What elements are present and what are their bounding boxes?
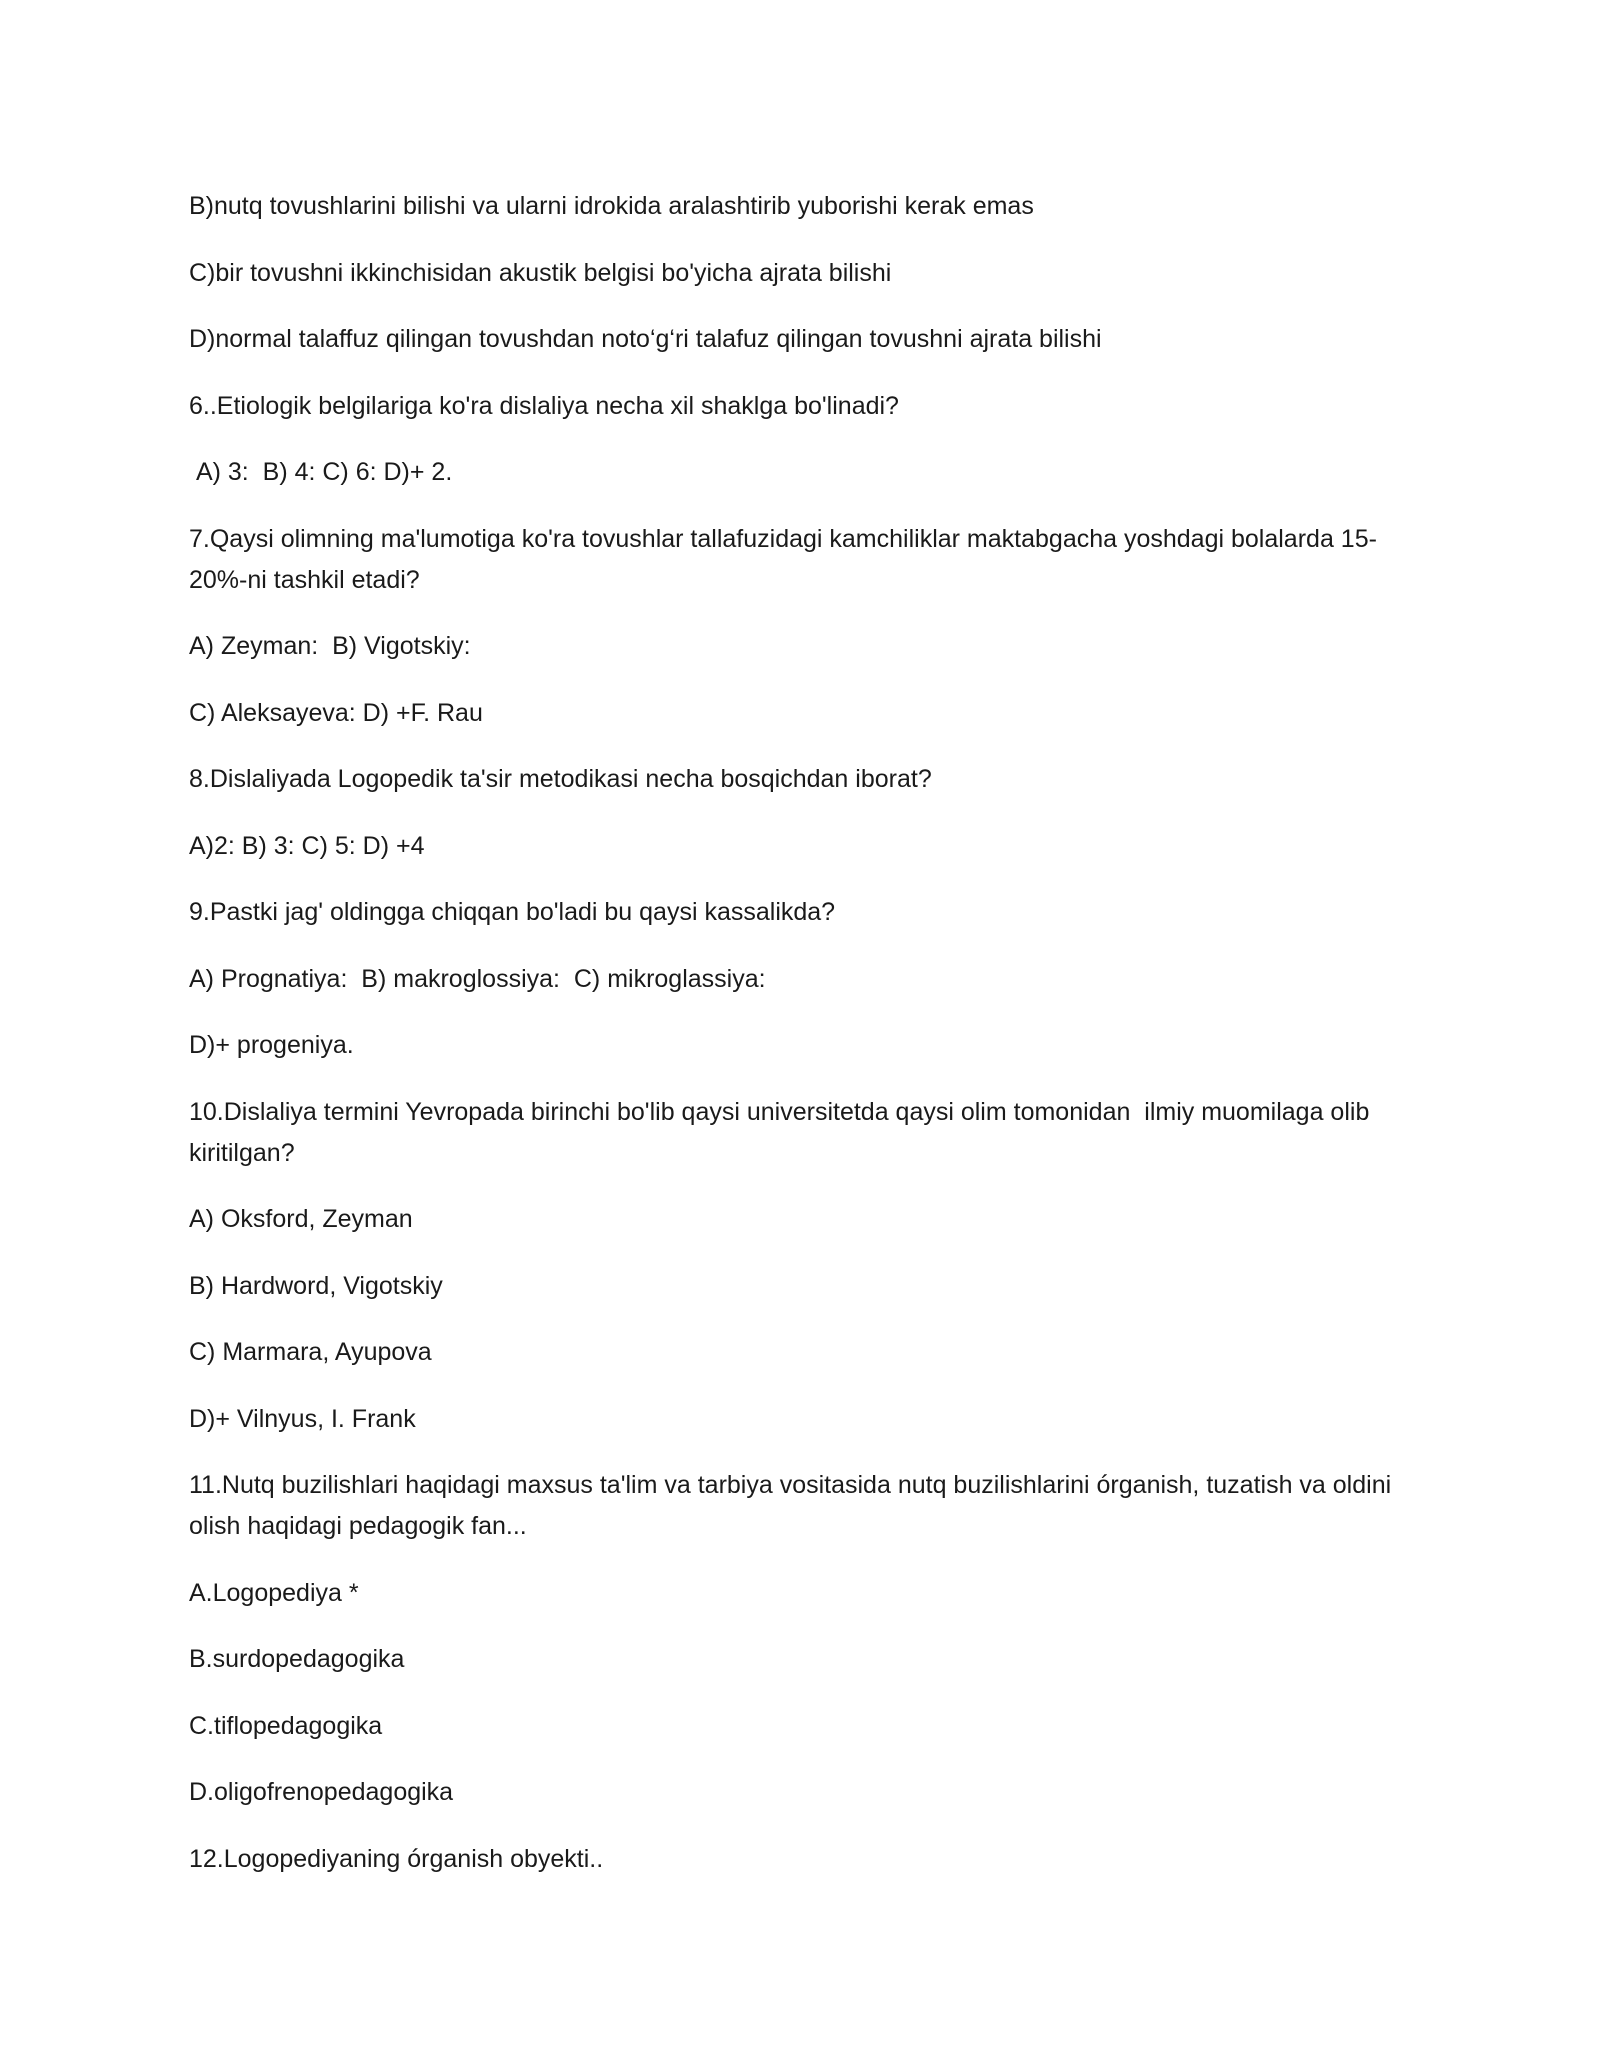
question-11-option-b: B.surdopedagogika (189, 1645, 405, 1673)
question-9-option-d: D)+ progeniya. (189, 1031, 354, 1059)
question-11: 11.Nutq buzilishlari haqidagi maxsus ta'lim va tarbiya vositasida nutq buzilishlarini órganish, tuzatish va oldini olish haqidagi pedagogik fan... (189, 1471, 1399, 1540)
question-11-option-d: D.oligofrenopedagogika (189, 1778, 454, 1806)
document-body (189, 186, 1429, 1905)
question-10-option-b: B) Hardword, Vigotskiy (189, 1271, 443, 1300)
question-10-option-c: C) Marmara, Ayupova (189, 1338, 432, 1366)
question-7-options-ab: A) Zeyman: B) Vigotskiy: (189, 632, 471, 660)
question-10-option-d: D)+ Vilnyus, I. Frank (189, 1404, 416, 1433)
question-9-options-abc: A) Prognatiya: B) makroglossiya: C) mikroglassiya: (189, 964, 766, 993)
question-11-option-c: C.tiflopedagogika (189, 1711, 383, 1740)
question-6: 6..Etiologik belgilariga ko'ra dislaliya necha xil shaklga bo'linadi? (189, 391, 899, 420)
question-10: 10.Dislaliya termini Yevropada birinchi bo'lib qaysi universitetda qaysi olim tomonidan ilmiy muomilaga olib kiritilgan? (189, 1097, 1377, 1167)
option-d-line: D)normal talaffuz qilingan tovushdan noto‘g‘ri talafuz qilingan tovushni ajrata bilishi (189, 325, 1102, 353)
question-8: 8.Dislaliyada Logopedik ta'sir metodikasi necha bosqichdan iborat? (189, 765, 932, 793)
option-c-line: C)bir tovushni ikkinchisidan akustik belgisi bo'yicha ajrata bilishi (189, 258, 892, 287)
question-7: 7.Qaysi olimning ma'lumotiga ko'ra tovushlar tallafuzidagi kamchiliklar maktabgacha yoshdagi bolalarda 15-20%-ni tashkil etadi? (189, 524, 1377, 594)
question-12: 12.Logopediyaning órganish obyekti.. (189, 1844, 604, 1873)
question-6-options: A) 3: B) 4: C) 6: D)+ 2. (189, 458, 453, 486)
question-11-option-a: A.Logopediya * (189, 1578, 359, 1607)
question-10-option-a: A) Oksford, Zeyman (189, 1205, 413, 1233)
question-8-options: A)2: B) 3: C) 5: D) +4 (189, 831, 425, 860)
question-7-options-cd: C) Aleksayeva: D) +F. Rau (189, 698, 483, 727)
option-b-line: B)nutq tovushlarini bilishi va ularni idrokida aralashtirib yuborishi kerak emas (189, 192, 1034, 220)
question-9: 9.Pastki jag' oldingga chiqqan bo'ladi bu qaysi kassalikda? (189, 898, 836, 926)
